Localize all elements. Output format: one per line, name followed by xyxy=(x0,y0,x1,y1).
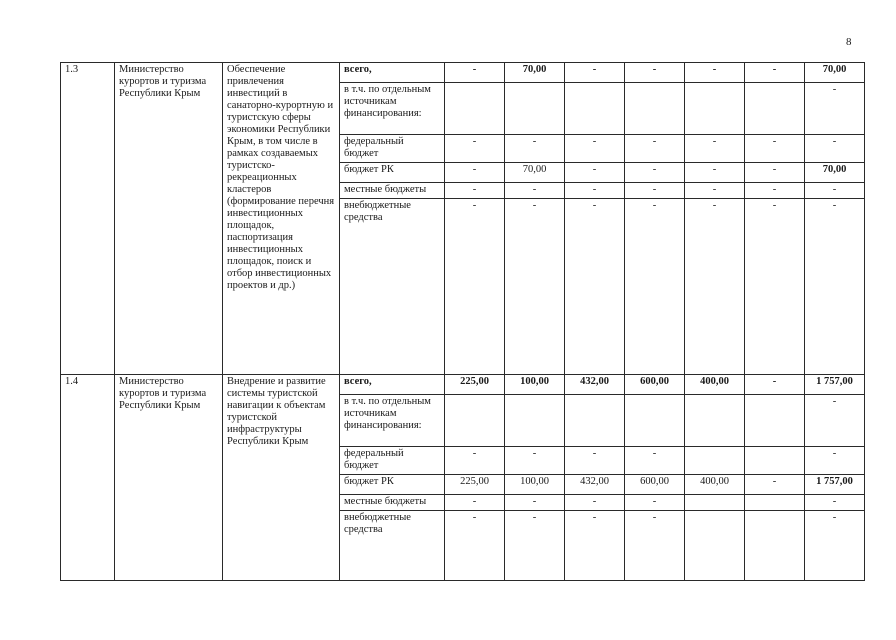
year-value-cell: - xyxy=(625,447,685,475)
total-value-cell: 70,00 xyxy=(805,163,865,183)
year-value-cell: - xyxy=(625,199,685,375)
year-value-cell: - xyxy=(445,135,505,163)
table-body xyxy=(61,63,865,581)
funding-source-cell: всего, xyxy=(340,63,445,83)
year-value-cell: - xyxy=(565,63,625,83)
total-value-cell: 1 757,00 xyxy=(805,475,865,495)
year-value-cell: 600,00 xyxy=(625,475,685,495)
year-value-cell: - xyxy=(745,475,805,495)
year-value-cell xyxy=(685,495,745,511)
table-row xyxy=(61,375,865,395)
measure-cell: Внедрение и развитие системы туристской навигации к объектам туристской инфраструктуры Республики Крым xyxy=(223,375,340,581)
total-value-cell: - xyxy=(805,511,865,581)
year-value-cell xyxy=(565,83,625,135)
year-value-cell xyxy=(745,447,805,475)
year-value-cell: - xyxy=(505,183,565,199)
total-value-cell: - xyxy=(805,395,865,447)
measure-cell: Обеспечение привлечения инвестиций в санаторно-курортную и туристскую сферы экономики Республики Крым, в том числе в рамках создаваемых туристско-рекреационных кластеров (формирование перечня инвестиционных площадок, паспортизация инвестиционных площадок, поиск и отбор инвестиционных проектов и др.) xyxy=(223,63,340,375)
funding-source-cell: местные бюджеты xyxy=(340,183,445,199)
funding-source-cell: в т.ч. по отдельным источникам финансирования: xyxy=(340,395,445,447)
year-value-cell: - xyxy=(565,511,625,581)
year-value-cell: 432,00 xyxy=(565,475,625,495)
funding-source-cell: федеральный бюджет xyxy=(340,447,445,475)
total-value-cell: 1 757,00 xyxy=(805,375,865,395)
year-value-cell: 225,00 xyxy=(445,475,505,495)
year-value-cell: 100,00 xyxy=(505,375,565,395)
funding-source-cell: внебюджетные средства xyxy=(340,199,445,375)
total-value-cell: - xyxy=(805,183,865,199)
year-value-cell: - xyxy=(625,163,685,183)
financing-table xyxy=(60,62,865,581)
year-value-cell: - xyxy=(745,163,805,183)
year-value-cell xyxy=(445,83,505,135)
funding-source-cell: всего, xyxy=(340,375,445,395)
total-value-cell: - xyxy=(805,495,865,511)
year-value-cell: - xyxy=(625,63,685,83)
year-value-cell: - xyxy=(445,495,505,511)
year-value-cell xyxy=(745,495,805,511)
year-value-cell: - xyxy=(625,135,685,163)
table-row xyxy=(61,63,865,83)
year-value-cell: - xyxy=(625,511,685,581)
year-value-cell: - xyxy=(685,199,745,375)
year-value-cell xyxy=(685,395,745,447)
year-value-cell xyxy=(505,83,565,135)
year-value-cell: - xyxy=(745,183,805,199)
year-value-cell xyxy=(505,395,565,447)
executor-cell: Министерство курортов и туризма Республики Крым xyxy=(115,63,223,375)
page-number: 8 xyxy=(846,36,852,48)
year-value-cell: - xyxy=(565,183,625,199)
funding-source-cell: федеральный бюджет xyxy=(340,135,445,163)
year-value-cell: - xyxy=(445,63,505,83)
year-value-cell: - xyxy=(625,183,685,199)
year-value-cell xyxy=(565,395,625,447)
year-value-cell: - xyxy=(445,183,505,199)
year-value-cell xyxy=(745,83,805,135)
year-value-cell: - xyxy=(745,375,805,395)
year-value-cell xyxy=(445,395,505,447)
year-value-cell: 400,00 xyxy=(685,375,745,395)
funding-source-cell: в т.ч. по отдельным источникам финансирования: xyxy=(340,83,445,135)
year-value-cell: - xyxy=(445,511,505,581)
year-value-cell xyxy=(685,447,745,475)
year-value-cell: 70,00 xyxy=(505,163,565,183)
year-value-cell: - xyxy=(565,163,625,183)
total-value-cell: - xyxy=(805,447,865,475)
year-value-cell xyxy=(625,395,685,447)
year-value-cell xyxy=(745,395,805,447)
year-value-cell: - xyxy=(565,199,625,375)
year-value-cell: - xyxy=(685,163,745,183)
year-value-cell: 70,00 xyxy=(505,63,565,83)
year-value-cell: - xyxy=(625,495,685,511)
year-value-cell: - xyxy=(445,447,505,475)
funding-source-cell: внебюджетные средства xyxy=(340,511,445,581)
year-value-cell: - xyxy=(685,183,745,199)
total-value-cell: - xyxy=(805,135,865,163)
year-value-cell xyxy=(685,511,745,581)
total-value-cell: - xyxy=(805,199,865,375)
year-value-cell: - xyxy=(505,135,565,163)
year-value-cell: - xyxy=(445,199,505,375)
year-value-cell: - xyxy=(745,199,805,375)
total-value-cell: - xyxy=(805,83,865,135)
year-value-cell: 100,00 xyxy=(505,475,565,495)
year-value-cell: 600,00 xyxy=(625,375,685,395)
year-value-cell: - xyxy=(745,135,805,163)
year-value-cell: - xyxy=(505,495,565,511)
year-value-cell xyxy=(685,83,745,135)
funding-source-cell: бюджет РК xyxy=(340,163,445,183)
year-value-cell xyxy=(745,511,805,581)
year-value-cell: 225,00 xyxy=(445,375,505,395)
year-value-cell: - xyxy=(505,511,565,581)
year-value-cell: - xyxy=(565,495,625,511)
year-value-cell: - xyxy=(505,447,565,475)
year-value-cell: - xyxy=(565,447,625,475)
item-number: 1.4 xyxy=(61,375,115,581)
year-value-cell xyxy=(625,83,685,135)
year-value-cell: - xyxy=(685,135,745,163)
year-value-cell: - xyxy=(565,135,625,163)
year-value-cell: - xyxy=(445,163,505,183)
executor-cell: Министерство курортов и туризма Республики Крым xyxy=(115,375,223,581)
year-value-cell: 432,00 xyxy=(565,375,625,395)
year-value-cell: - xyxy=(745,63,805,83)
total-value-cell: 70,00 xyxy=(805,63,865,83)
funding-source-cell: бюджет РК xyxy=(340,475,445,495)
year-value-cell: 400,00 xyxy=(685,475,745,495)
item-number: 1.3 xyxy=(61,63,115,375)
funding-source-cell: местные бюджеты xyxy=(340,495,445,511)
year-value-cell: - xyxy=(685,63,745,83)
year-value-cell: - xyxy=(505,199,565,375)
